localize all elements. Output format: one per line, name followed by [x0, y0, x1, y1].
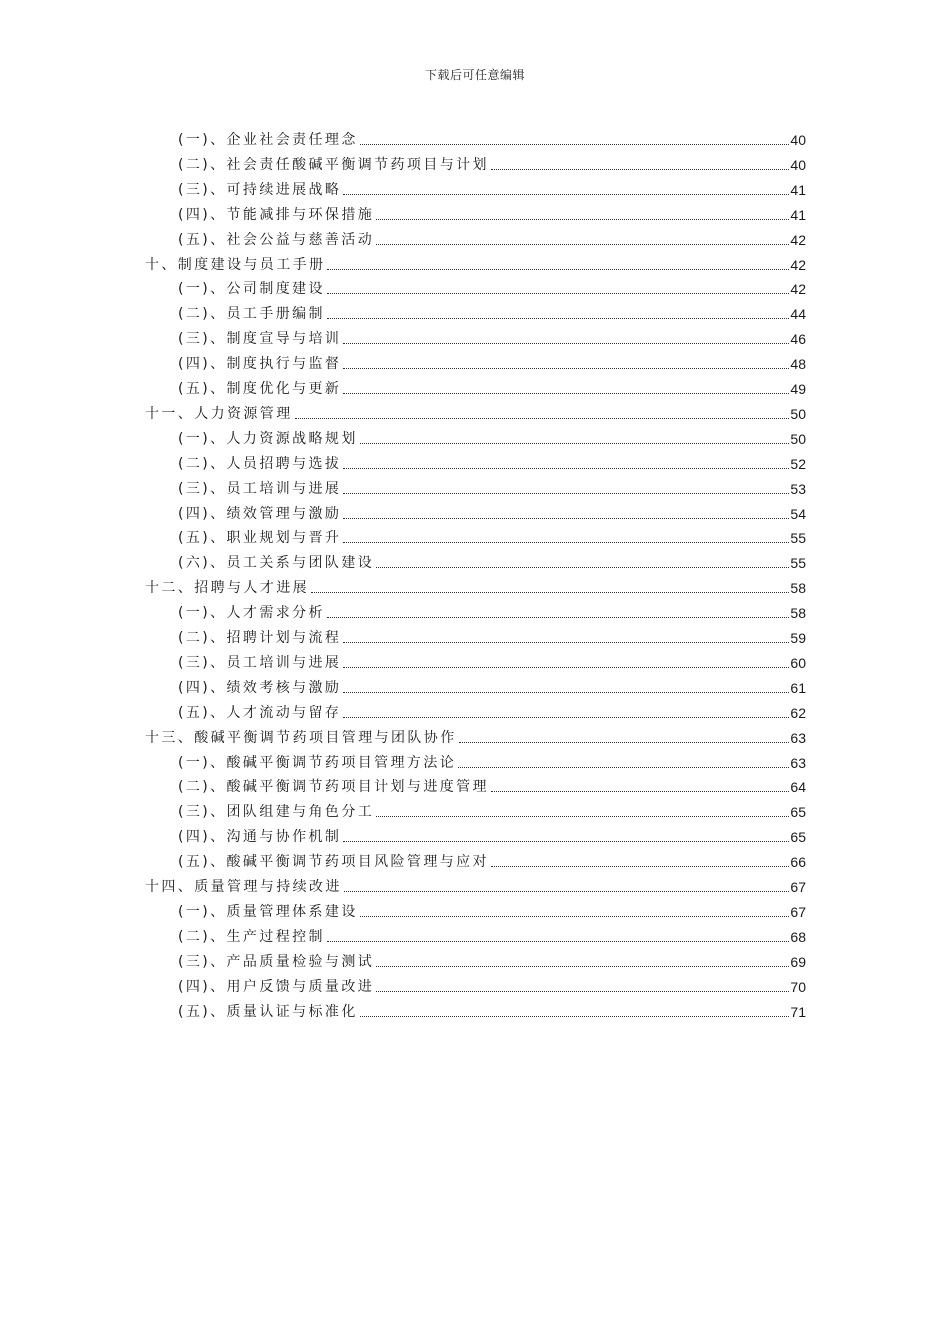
- toc-entry-page-number: 52: [790, 455, 806, 472]
- toc-section-entry[interactable]: [178, 426, 806, 448]
- toc-entry-page-number: 64: [790, 779, 806, 796]
- toc-entry-title: (二)、人员招聘与选拔: [178, 455, 342, 472]
- toc-entry-title: 十二、招聘与人才进展: [145, 580, 309, 597]
- toc-entry-title: (五)、酸碱平衡调节药项目风险管理与应对: [178, 854, 489, 871]
- toc-dot-leader: [376, 244, 789, 245]
- toc-dot-leader: [376, 816, 789, 817]
- toc-entry-page-number: 50: [790, 405, 806, 422]
- toc-section-entry[interactable]: [178, 501, 806, 523]
- toc-section-entry[interactable]: [178, 525, 806, 547]
- toc-entry-title: (四)、节能减排与环保措施: [178, 206, 375, 223]
- toc-dot-leader: [343, 667, 789, 668]
- toc-entry-page-number: 40: [790, 132, 806, 148]
- toc-entry-page-number: 50: [790, 430, 806, 447]
- toc-entry-page-number: 48: [790, 356, 806, 373]
- toc-entry-page-number: 54: [790, 505, 806, 522]
- toc-chapter-entry[interactable]: [145, 725, 806, 747]
- toc-section-entry[interactable]: [178, 625, 806, 647]
- toc-entry-page-number: 65: [790, 804, 806, 821]
- toc-dot-leader: [311, 592, 789, 593]
- toc-dot-leader: [327, 617, 789, 618]
- toc-entry-page-number: 69: [790, 953, 806, 970]
- toc-dot-leader: [327, 293, 789, 294]
- toc-dot-leader: [343, 493, 789, 494]
- toc-section-entry[interactable]: [178, 550, 806, 572]
- toc-entry-title: (四)、绩效管理与激励: [178, 505, 342, 522]
- toc-section-entry[interactable]: [178, 924, 806, 946]
- toc-chapter-entry[interactable]: [145, 401, 806, 423]
- toc-entry-title: (四)、绩效考核与激励: [178, 679, 342, 696]
- toc-entry-page-number: 60: [790, 654, 806, 671]
- toc-entry-title: (三)、团队组建与角色分工: [178, 804, 375, 821]
- toc-entry-page-number: 53: [790, 480, 806, 497]
- toc-section-entry[interactable]: [178, 301, 806, 323]
- toc-entry-page-number: 68: [790, 928, 806, 945]
- toc-dot-leader: [458, 767, 789, 768]
- toc-entry-title: (二)、生产过程控制: [178, 928, 325, 945]
- toc-section-entry[interactable]: [178, 949, 806, 971]
- toc-section-entry[interactable]: [178, 351, 806, 373]
- toc-section-entry[interactable]: [178, 774, 806, 796]
- toc-chapter-entry[interactable]: [145, 575, 806, 597]
- toc-entry-page-number: 65: [790, 829, 806, 846]
- toc-dot-leader: [491, 791, 789, 792]
- toc-entry-page-number: 61: [790, 679, 806, 696]
- toc-entry-page-number: 62: [790, 704, 806, 721]
- toc-dot-leader: [343, 468, 789, 469]
- toc-entry-page-number: 70: [790, 978, 806, 995]
- toc-dot-leader: [376, 966, 789, 967]
- toc-dot-leader: [343, 393, 789, 394]
- toc-section-entry[interactable]: [178, 849, 806, 871]
- toc-chapter-entry[interactable]: [145, 252, 806, 274]
- toc-section-entry[interactable]: [178, 276, 806, 298]
- toc-section-entry[interactable]: [178, 650, 806, 672]
- toc-section-entry[interactable]: [178, 600, 806, 622]
- toc-entry-title: (二)、社会责任酸碱平衡调节药项目与计划: [178, 156, 489, 173]
- toc-dot-leader: [343, 841, 789, 842]
- toc-dot-leader: [327, 318, 789, 319]
- toc-entry-title: (三)、员工培训与进展: [178, 654, 342, 671]
- toc-entry-page-number: 66: [790, 854, 806, 871]
- toc-section-entry[interactable]: [178, 700, 806, 722]
- toc-entry-title: (四)、用户反馈与质量改进: [178, 978, 375, 995]
- toc-entry-page-number: 42: [790, 281, 806, 298]
- toc-section-entry[interactable]: [178, 326, 806, 348]
- toc-dot-leader: [343, 692, 789, 693]
- toc-section-entry[interactable]: [178, 750, 806, 772]
- toc-dot-leader: [360, 144, 790, 145]
- toc-entry-title: (二)、酸碱平衡调节药项目计划与进度管理: [178, 779, 489, 796]
- toc-entry-page-number: 55: [790, 530, 806, 547]
- page-header: 下载后可任意编辑: [424, 68, 525, 82]
- toc-entry-title: (一)、酸碱平衡调节药项目管理方法论: [178, 754, 457, 771]
- toc-section-entry[interactable]: [178, 227, 806, 249]
- toc-section-entry[interactable]: [178, 899, 806, 921]
- toc-dot-leader: [360, 1016, 790, 1017]
- toc-dot-leader: [327, 269, 789, 270]
- toc-entry-page-number: 41: [790, 206, 806, 223]
- toc-entry-title: (二)、员工手册编制: [178, 306, 325, 323]
- toc-section-entry[interactable]: [178, 177, 806, 199]
- toc-entry-title: (一)、人才需求分析: [178, 605, 325, 622]
- toc-entry-page-number: 67: [790, 903, 806, 920]
- toc-entry-title: (二)、招聘计划与流程: [178, 630, 342, 646]
- toc-entry-page-number: 42: [790, 256, 806, 273]
- toc-dot-leader: [491, 866, 789, 867]
- toc-dot-leader: [491, 169, 789, 170]
- toc-dot-leader: [343, 368, 789, 369]
- toc-section-entry[interactable]: [178, 152, 806, 174]
- toc-section-entry[interactable]: [178, 999, 806, 1021]
- toc-dot-leader: [343, 343, 789, 344]
- toc-entry-title: (三)、员工培训与进展: [178, 480, 342, 497]
- toc-entry-page-number: 41: [790, 181, 806, 198]
- toc-entry-page-number: 55: [790, 555, 806, 572]
- toc-dot-leader: [343, 642, 789, 643]
- toc-dot-leader: [327, 941, 789, 942]
- toc-dot-leader: [376, 991, 789, 992]
- toc-entry-title: (一)、企业社会责任理念: [178, 132, 358, 148]
- toc-section-entry[interactable]: [178, 824, 806, 846]
- toc-entry-title: (一)、质量管理体系建设: [178, 903, 358, 920]
- toc-dot-leader: [344, 891, 790, 892]
- toc-entry-page-number: 58: [790, 605, 806, 622]
- toc-section-entry[interactable]: [178, 202, 806, 224]
- toc-section-entry[interactable]: [178, 476, 806, 498]
- toc-entry-title: (五)、社会公益与慈善活动: [178, 231, 375, 248]
- toc-dot-leader: [459, 742, 790, 743]
- toc-dot-leader: [343, 717, 789, 718]
- toc-entry-title: (三)、可持续进展战略: [178, 181, 342, 198]
- toc-chapter-entry[interactable]: [145, 874, 806, 896]
- toc-dot-leader: [376, 219, 789, 220]
- toc-entry-title: (三)、制度宣导与培训: [178, 331, 342, 348]
- toc-entry-page-number: 49: [790, 381, 806, 397]
- toc-entry-title: (四)、制度执行与监督: [178, 356, 342, 373]
- toc-section-entry[interactable]: [178, 451, 806, 473]
- toc-dot-leader: [343, 194, 789, 195]
- toc-entry-title: (四)、沟通与协作机制: [178, 829, 342, 846]
- toc-entry-title: (一)、人力资源战略规划: [178, 430, 358, 447]
- toc-entry-page-number: 67: [790, 879, 806, 895]
- toc-entry-title: (五)、人才流动与留存: [178, 704, 342, 721]
- toc-entry-page-number: 44: [790, 306, 806, 323]
- toc-entry-title: (五)、制度优化与更新: [178, 381, 342, 397]
- toc-entry-title: (五)、职业规划与晋升: [178, 530, 342, 547]
- toc-entry-page-number: 58: [790, 580, 806, 597]
- toc-entry-page-number: 59: [790, 630, 806, 646]
- toc-entry-title: (三)、产品质量检验与测试: [178, 953, 375, 970]
- toc-entry-page-number: 63: [790, 754, 806, 771]
- toc-entry-title: 十三、酸碱平衡调节药项目管理与团队协作: [145, 729, 457, 746]
- toc-section-entry[interactable]: [178, 376, 806, 398]
- toc-dot-leader: [295, 418, 790, 419]
- toc-entry-page-number: 46: [790, 331, 806, 348]
- toc-section-entry[interactable]: [178, 127, 806, 149]
- toc-section-entry[interactable]: [178, 974, 806, 996]
- toc-entry-title: (一)、公司制度建设: [178, 281, 325, 298]
- toc-entry-title: 十、制度建设与员工手册: [145, 256, 326, 273]
- toc-entry-title: 十四、质量管理与持续改进: [145, 879, 342, 895]
- toc-dot-leader: [376, 567, 789, 568]
- toc-entry-page-number: 40: [790, 156, 806, 173]
- toc-entry-page-number: 63: [790, 729, 806, 746]
- toc-dot-leader: [360, 443, 790, 444]
- toc-entry-title: (六)、员工关系与团队建设: [178, 555, 375, 572]
- toc-section-entry[interactable]: [178, 675, 806, 697]
- toc-entry-page-number: 71: [790, 1003, 806, 1020]
- toc-entry-page-number: 42: [790, 231, 806, 248]
- toc-dot-leader: [360, 916, 790, 917]
- toc-entry-title: 十一、人力资源管理: [145, 405, 293, 422]
- toc-section-entry[interactable]: [178, 799, 806, 821]
- toc-dot-leader: [343, 518, 789, 519]
- toc-dot-leader: [343, 542, 789, 543]
- toc-entry-title: (五)、质量认证与标准化: [178, 1003, 358, 1020]
